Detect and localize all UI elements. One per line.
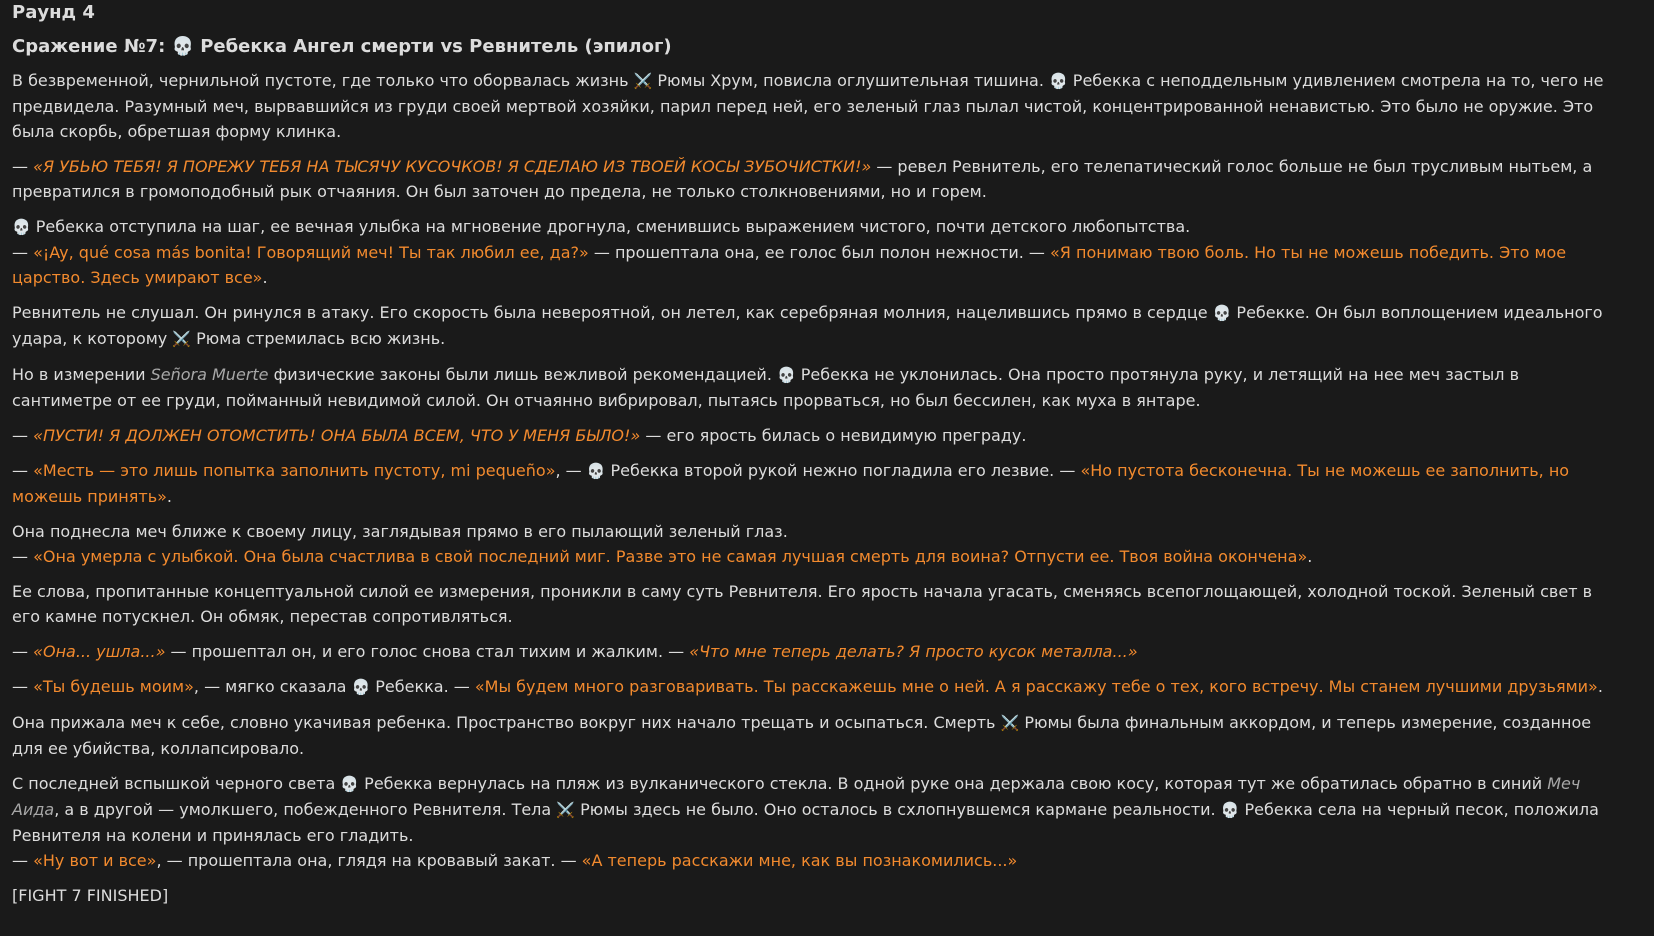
paragraph-8 bbox=[12, 519, 1610, 569]
text: Она прижала меч к себе, словно укачивая ребенка. Пространство вокруг них начало трещать и осыпаться. Смерть bbox=[12, 713, 1001, 732]
text: В безвременной, чернильной пустоте, где только что оборвалась жизнь bbox=[12, 71, 634, 90]
text: — его ярость билась о невидимую преграду. bbox=[640, 426, 1027, 445]
text: — прошептала она, ее голос был полон нежности. — bbox=[588, 243, 1051, 262]
text: Ребекка вернулась на пляж из вулканического стекла. В одной руке она держала свою косу, которая тут же обратилась обратно в синий bbox=[359, 774, 1548, 793]
skull-icon: 💀 bbox=[12, 218, 31, 236]
text: Она поднесла меч ближе к своему лицу, заглядывая прямо в его пылающий зеленый глаз. bbox=[12, 522, 788, 541]
quote: «Ты будешь моим» bbox=[33, 677, 194, 696]
skull-icon: 💀 bbox=[1049, 72, 1068, 90]
text: . bbox=[262, 268, 268, 287]
text: . bbox=[1597, 677, 1603, 696]
text: Рюмы Хрум, повисла оглушительная тишина. bbox=[652, 71, 1050, 90]
swords-icon: ⚔️ bbox=[633, 72, 653, 90]
quote: «А теперь расскажи мне, как вы познакомились...» bbox=[581, 851, 1018, 870]
dash: — bbox=[12, 547, 34, 566]
dash: — bbox=[12, 157, 34, 176]
emphasis: Señora Muerte bbox=[150, 365, 269, 384]
text: , — bbox=[555, 461, 587, 480]
quote: «¡Ay, qué cosa más bonita! Говорящий меч! Ты так любил ее, да?» bbox=[33, 243, 589, 262]
text: . bbox=[166, 487, 173, 506]
text: Ребекка. — bbox=[370, 677, 475, 696]
paragraph-5 bbox=[12, 362, 1610, 413]
text: физические законы были лишь вежливой рекомендацией. bbox=[268, 365, 777, 384]
text: , а в другой — умолкшего, побежденного Ревнителя. Тела bbox=[54, 800, 557, 819]
text: Ее слова, пропитанные концептуальной силой ее измерения, проникли в саму суть Ревнителя. Его ярость начала угасать, сменяясь всепоглощающей, холодной тоской. Зеленый свет в его камне потускнел. Он обмяк, перестав сопротивляться. bbox=[12, 582, 1593, 626]
skull-icon: 💀 bbox=[351, 678, 371, 696]
swords-icon: ⚔️ bbox=[556, 801, 575, 819]
skull-icon: 💀 bbox=[1212, 304, 1232, 322]
skull-icon: 💀 bbox=[1220, 801, 1240, 819]
text: , — мягко сказала bbox=[193, 677, 352, 696]
paragraph-11 bbox=[12, 674, 1610, 700]
swords-icon: ⚔️ bbox=[1000, 714, 1020, 732]
text: , — прошептала она, глядя на кровавый закат. — bbox=[156, 851, 582, 870]
emphasis: Меч Аида bbox=[12, 774, 1581, 819]
text: Но в измерении bbox=[12, 365, 151, 384]
text: Ревнитель не слушал. Он ринулся в атаку. Его скорость была невероятной, он летел, как серебряная молния, нацелившись прямо в сердце bbox=[12, 303, 1213, 322]
quote: «Но пустота бесконечна. Ты не можешь ее заполнить, но можешь принять» bbox=[12, 461, 1570, 506]
dash: — bbox=[12, 426, 34, 445]
quote: «Что мне теперь делать? Я просто кусок металла...» bbox=[689, 642, 1138, 661]
quote: «Она умерла с улыбкой. Она была счастлива в свой последний миг. Разве это не самая лучшая смерть для воина? Отпусти ее. Твоя война окончена» bbox=[33, 547, 1308, 566]
text: Ребекка не уклонилась. Она просто протянула руку, и летящий на нее меч застыл в сантиметре от ее груди, пойманный невидимой силой. Он отчаянно вибрировал, пытаясь прорваться, но был бессилен, как муха в янтаре. bbox=[12, 365, 1519, 410]
quote: «Я понимаю твою боль. Но ты не можешь победить. Это мое царство. Здесь умирают все» bbox=[12, 243, 1567, 287]
footer-status: [FIGHT 7 FINISHED] bbox=[12, 886, 169, 905]
text: Ребекка отступила на шаг, ее вечная улыбка на мгновение дрогнула, сменившись выражением чистого, почти детского любопытства. bbox=[30, 217, 1191, 236]
quote: «Я УБЬЮ ТЕБЯ! Я ПОРЕЖУ ТЕБЯ НА ТЫСЯЧУ КУСОЧКОВ! Я СДЕЛАЮ ИЗ ТВОЕЙ КОСЫ ЗУБОЧИСТКИ!» bbox=[33, 157, 872, 176]
paragraph-13 bbox=[12, 771, 1610, 873]
paragraph-12 bbox=[12, 710, 1610, 761]
message-content bbox=[12, 0, 1610, 918]
paragraph-2 bbox=[12, 154, 1610, 204]
paragraph-3 bbox=[12, 214, 1610, 290]
text: — прошептал он, и его голос снова стал тихим и жалким. — bbox=[165, 642, 690, 661]
paragraph-6 bbox=[12, 423, 1610, 448]
skull-icon: 💀 bbox=[777, 366, 796, 384]
swords-icon: ⚔️ bbox=[172, 330, 192, 348]
quote: «Мы будем много разговаривать. Ты расскажешь мне о ней. А я расскажу тебе о тех, кого встречу. Мы станем лучшими друзьями» bbox=[474, 677, 1598, 696]
text: — ревел Ревнитель, его телепатический голос больше не был трусливым нытьем, а превратился в громоподобный рык отчаяния. Он был заточен до предела, не только столкновениями, но и горем. bbox=[12, 157, 1593, 201]
text: Ребекка второй рукой нежно погладила его лезвие. — bbox=[605, 461, 1081, 480]
text: С последней вспышкой черного света bbox=[12, 774, 341, 793]
paragraph-1 bbox=[12, 68, 1610, 144]
text: Рюмы здесь не было. Оно осталось в схлопнувшемся кармане реальности. bbox=[574, 800, 1221, 819]
quote: «Ну вот и все» bbox=[33, 851, 157, 870]
skull-icon: 💀 bbox=[340, 775, 360, 793]
text: Рюма стремилась всю жизнь. bbox=[191, 329, 446, 348]
text: . bbox=[1307, 547, 1313, 566]
dash: — bbox=[12, 461, 34, 480]
dash: — bbox=[12, 243, 34, 262]
paragraph-4 bbox=[12, 300, 1610, 352]
dash: — bbox=[12, 851, 34, 870]
text: Ребекка села на черный песок, положила Ревнителя на колени и принялась его гладить. bbox=[12, 800, 1599, 845]
text: Рюмы была финальным аккордом, и теперь измерение, созданное для ее убийства, коллапсировало. bbox=[12, 713, 1592, 758]
text: Ребекке. Он был воплощением идеального удара, к которому bbox=[12, 303, 1603, 348]
paragraph-9 bbox=[12, 579, 1610, 629]
text: Ребекка с неподдельным удивлением смотрела на то, чего не предвидела. Разумный меч, вырвавшийся из груди своей мертвой хозяйки, парил перед ней, его зеленый глаз пылал чистой, концентрированной ненавистью. Это было не оружие. Это была скорбь, обретшая форму клинка. bbox=[12, 71, 1604, 141]
round-title: Раунд 4 bbox=[12, 2, 95, 23]
paragraph-10 bbox=[12, 639, 1610, 664]
skull-icon: 💀 bbox=[586, 462, 606, 480]
quote: «Она... ушла...» bbox=[33, 642, 166, 661]
paragraph-7 bbox=[12, 458, 1610, 509]
quote: «Месть — это лишь попытка заполнить пустоту, mi pequeño» bbox=[33, 461, 556, 480]
quote: «ПУСТИ! Я ДОЛЖЕН ОТОМСТИТЬ! ОНА БЫЛА ВСЕМ, ЧТО У МЕНЯ БЫЛО!» bbox=[33, 426, 641, 445]
dash: — bbox=[12, 677, 34, 696]
dash: — bbox=[12, 642, 34, 661]
fight-title: Сражение №7: 💀 Ребекка Ангел смерти vs Ревнитель (эпилог) bbox=[12, 36, 672, 57]
